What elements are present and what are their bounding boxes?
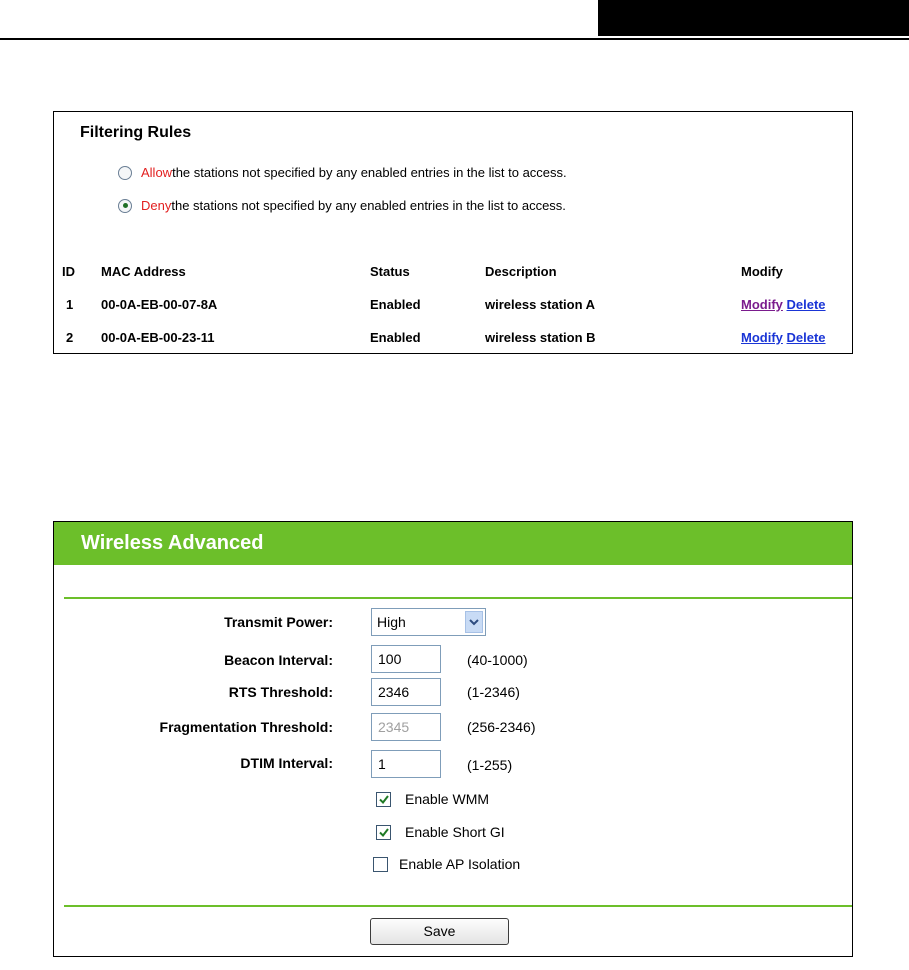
row-2-description: wireless station B xyxy=(485,330,596,345)
beacon-interval-label: Beacon Interval: xyxy=(224,652,333,668)
allow-keyword: Allow xyxy=(141,165,173,180)
enable-ap-isolation-label: Enable AP Isolation xyxy=(399,856,521,872)
row-1-mac: 00-0A-EB-00-07-8A xyxy=(101,297,218,312)
row-2-modify-link[interactable]: Modify xyxy=(741,330,783,345)
filtering-rules-title: Filtering Rules xyxy=(80,124,192,141)
transmit-power-value: High xyxy=(377,614,406,630)
col-header-id: ID xyxy=(62,264,75,279)
transmit-power-label: Transmit Power: xyxy=(224,614,333,630)
row-2-id: 2 xyxy=(66,330,74,345)
header-divider xyxy=(0,38,909,40)
enable-wmm-checkbox[interactable] xyxy=(376,792,391,807)
dtim-interval-input[interactable]: 1 xyxy=(371,750,441,778)
enable-wmm-option[interactable] xyxy=(376,791,489,807)
enable-short-gi-label: Enable Short GI xyxy=(405,824,505,840)
save-button[interactable]: Save xyxy=(370,918,509,945)
beacon-interval-input[interactable]: 100 xyxy=(371,645,441,673)
enable-short-gi-checkbox[interactable] xyxy=(376,825,391,840)
rts-threshold-input[interactable]: 2346 xyxy=(371,678,441,706)
filtering-rules-panel xyxy=(53,111,853,354)
wireless-advanced-title: Wireless Advanced xyxy=(54,522,852,565)
top-divider xyxy=(64,597,852,599)
row-1-modify-link[interactable]: Modify xyxy=(741,297,783,312)
transmit-power-select[interactable] xyxy=(371,608,486,636)
enable-short-gi-option[interactable] xyxy=(376,824,505,840)
row-2-delete-link[interactable]: Delete xyxy=(786,330,826,345)
row-1-status: Enabled xyxy=(370,297,421,312)
col-header-mac: MAC Address xyxy=(101,264,186,279)
row-2-status: Enabled xyxy=(370,330,421,345)
deny-text: the stations not specified by any enabled entries in the list to access. xyxy=(171,198,566,213)
col-header-description: Description xyxy=(485,264,557,279)
deny-keyword: Deny xyxy=(141,198,172,213)
check-icon xyxy=(379,795,389,804)
deny-option[interactable] xyxy=(118,198,566,213)
deny-radio[interactable] xyxy=(118,199,132,213)
row-2-actions xyxy=(741,330,826,345)
check-icon xyxy=(379,828,389,837)
fragmentation-threshold-input: 2345 xyxy=(371,713,441,741)
row-2-mac: 00-0A-EB-00-23-11 xyxy=(101,330,215,345)
chevron-down-icon[interactable] xyxy=(465,611,483,633)
row-1-delete-link[interactable]: Delete xyxy=(786,297,826,312)
col-header-modify: Modify xyxy=(741,264,783,279)
rts-threshold-label: RTS Threshold: xyxy=(228,684,333,700)
rts-threshold-range: (1-2346) xyxy=(467,684,520,700)
header-black-tab xyxy=(598,0,909,36)
row-1-id: 1 xyxy=(66,297,74,312)
beacon-interval-range: (40-1000) xyxy=(467,652,528,668)
allow-radio[interactable] xyxy=(118,166,132,180)
enable-wmm-label: Enable WMM xyxy=(405,791,490,807)
enable-ap-isolation-checkbox[interactable] xyxy=(373,857,388,872)
row-1-actions xyxy=(741,297,826,312)
enable-ap-isolation-option[interactable] xyxy=(373,856,520,872)
wireless-advanced-panel xyxy=(53,521,853,957)
dtim-interval-range: (1-255) xyxy=(467,757,513,773)
fragmentation-threshold-range: (256-2346) xyxy=(467,719,536,735)
dtim-interval-label: DTIM Interval: xyxy=(240,755,333,771)
col-header-status: Status xyxy=(370,264,410,279)
allow-option[interactable] xyxy=(118,165,567,180)
row-1-description: wireless station A xyxy=(485,297,596,312)
bottom-divider xyxy=(64,905,852,907)
fragmentation-threshold-label: Fragmentation Threshold: xyxy=(159,719,333,735)
allow-text: the stations not specified by any enabled entries in the list to access. xyxy=(172,165,567,180)
